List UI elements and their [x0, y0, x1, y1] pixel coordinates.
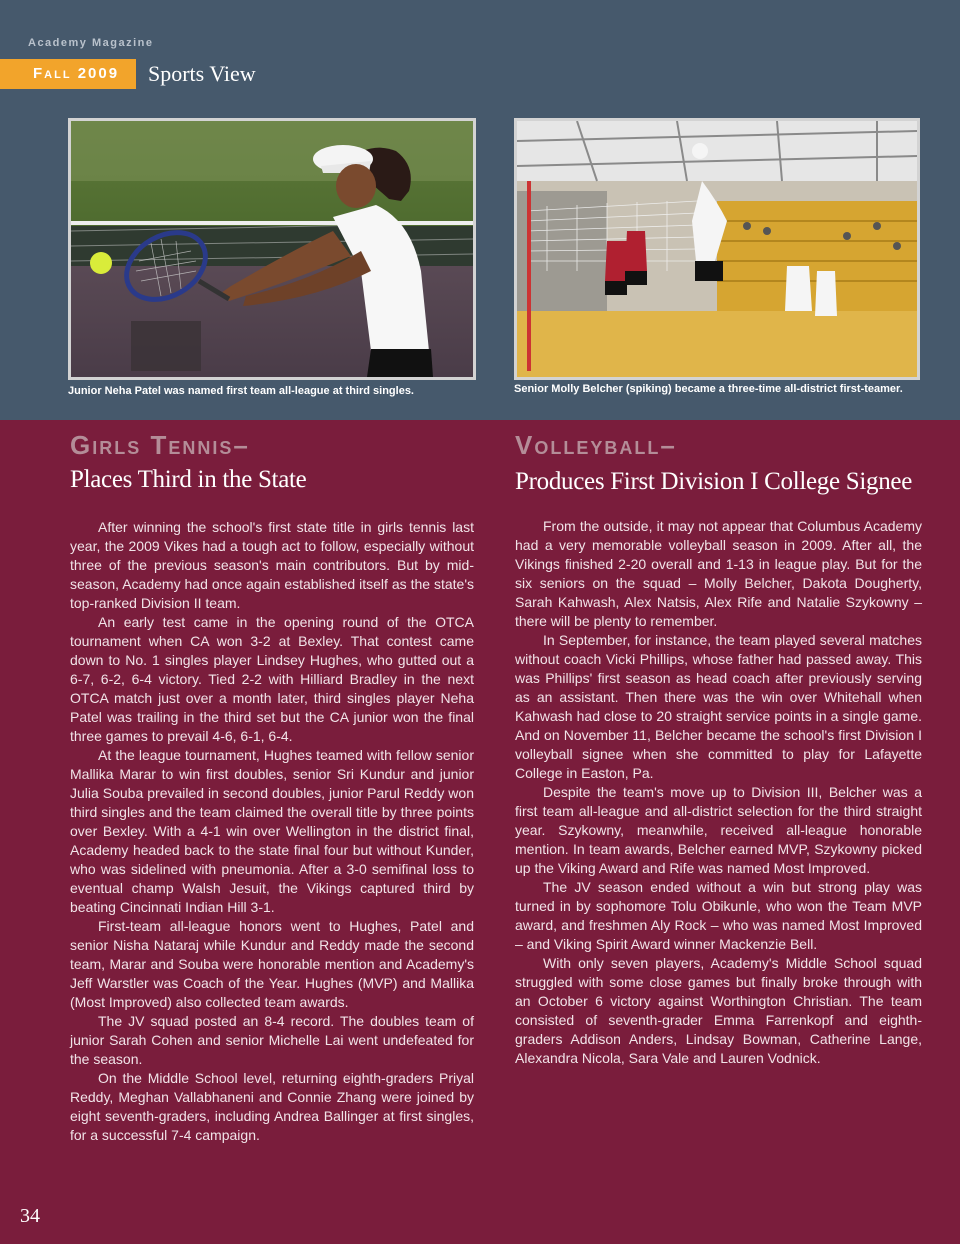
magazine-name: Academy Magazine — [28, 37, 154, 49]
paragraph: First-team all-league honors went to Hughes, Patel and senior Nisha Nataraj while Kundur and Reddy made the second team, Marar and Souba were honorable mention and Academy's Jeff Warstler was Coach of the Year. Hughes (MVP) and Mallika (Most Improved) also collected team awards. — [70, 918, 474, 1010]
paragraph: The JV season ended without a win but strong play was turned in by sophomore Tolu Obikunle, who won the Team MVP award, and freshmen Aly Rock – who was named Most Improved – and Viking Spirit Award winner Mackenzie Bell. — [515, 879, 922, 952]
paragraph: After winning the school's first state title in girls tennis last year, the 2009 Vikes had a tough act to follow, especially without three of the previous season's main contributors. But by mid-season, Academy had once again established itself as the state's top-ranked Division II team. — [70, 519, 474, 611]
photo-caption-volleyball: Senior Molly Belcher (spiking) became a three-time all-district first-teamer. — [514, 383, 903, 395]
paragraph: Despite the team's move up to Division III, Belcher was a first team all-league and all-district selection for the third straight year. Szykowny, meanwhile, received all-league honorable mention. In team awards, Belcher earned MVP, Szykowny picked up the Viking Award and Rife was named Most Improved. — [515, 784, 922, 876]
paragraph: At the league tournament, Hughes teamed with fellow senior Mallika Marar to win first doubles, senior Sri Kundur and junior Julia Souba prevailed in second doubles, junior Parul Reddy won third singles and the team claimed the overall title by three points over Bexley. With a 4-1 win over Wellington in the district final, Academy headed back to the state final four but without Kunder, who was sidelined with pneumonia. After a 3-0 semifinal loss to eventual champ Walsh Jesuit, the Vikings captured third by beating Cincinnati Indian Hill 3-1. — [70, 747, 474, 915]
season-badge: Fall 2009 — [0, 59, 136, 89]
volleyball-headline: Produces First Division I College Signee — [515, 468, 912, 495]
paragraph: From the outside, it may not appear that Columbus Academy had a very memorable volleyball season in 2009. After all, the Vikings finished 2-20 overall and 1-13 in league play. But for the six seniors on the squad – Molly Belcher, Dakota Dougherty, Sarah Kahwash, Alex Natsis, Alex Rife and Natalie Szykowny – there will be plenty to remember. — [515, 518, 922, 629]
tennis-article-body — [70, 518, 474, 1145]
tennis-photo — [68, 118, 476, 380]
paragraph: In September, for instance, the team played several matches without coach Vicki Phillips, whose father had passed away. This was Phillips' first season as head coach after previously serving as an assistant. Then there was the win over Whitehall when Kahwash had close to 20 straight service points in a single game. And on November 11, Belcher became the school's first Division I volleyball signee when she committed to play for Lafayette College in Easton, Pa. — [515, 632, 922, 781]
volleyball-kicker: Volleyball– — [515, 430, 677, 460]
section-title: Sports View — [148, 61, 256, 86]
tennis-headline: Places Third in the State — [70, 466, 307, 493]
tennis-kicker: Girls Tennis– — [70, 430, 250, 460]
paragraph: An early test came in the opening round of the OTCA tournament when CA won 3-2 at Bexley. That contest came down to No. 1 singles player Lindsey Hughes, who gutted out a 6-7, 6-2, 6-4 victory. Tied 2-2 with Hilliard Bradley in the next OTCA match just over a month later, third singles player Neha Patel was trailing in the third set but the CA junior won the final three games to prevail 4-6, 6-1, 6-4. — [70, 614, 474, 744]
paragraph: With only seven players, Academy's Middle School squad struggled with some close games but finally broke through with an October 6 victory against Worthington Christian. The team consisted of seventh-grader Emma Farrenkopf and eighth-graders Addison Anders, Lindsay Bowman, Catherine Lange, Alexandra Nicola, Sara Vale and Lauren Vodnick. — [515, 955, 922, 1066]
volleyball-article-body — [515, 517, 922, 1068]
paragraph: On the Middle School level, returning eighth-graders Priyal Reddy, Meghan Vallabhaneni and Connie Zhang were joined by eight seventh-graders, including Andrea Ballinger at first singles, for a successful 7-4 campaign. — [70, 1070, 474, 1143]
page-number: 34 — [20, 1205, 40, 1227]
volleyball-photo — [514, 118, 920, 380]
photo-caption-tennis: Junior Neha Patel was named first team all-league at third singles. — [68, 385, 414, 397]
header-band — [0, 0, 960, 420]
paragraph: The JV squad posted an 8-4 record. The doubles team of junior Sarah Cohen and senior Michelle Lai went undefeated for the season. — [70, 1013, 474, 1067]
